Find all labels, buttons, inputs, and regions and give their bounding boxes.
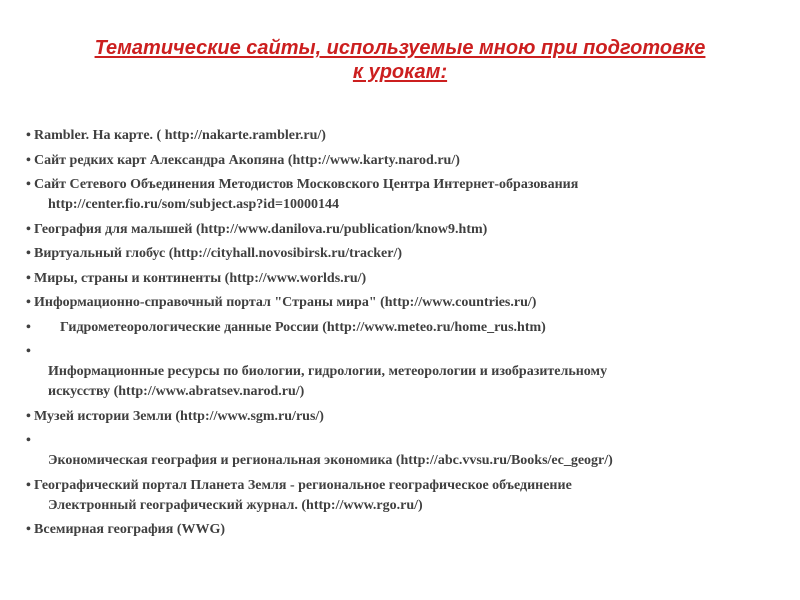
bullet-icon: •	[26, 408, 31, 424]
list-item-text: География для малышей (http://www.danilova.ru/publication/know9.htm)	[34, 221, 488, 237]
bullet-icon: •	[26, 177, 31, 192]
list-item-text: Информационно-справочный портал "Страны мира" (http://www.countries.ru/)	[34, 295, 537, 310]
page-title	[30, 36, 770, 84]
list-item	[26, 318, 776, 338]
list-item-text: Гидрометеорологические данные России (http://www.meteo.ru/home_rus.htm)	[60, 319, 546, 335]
list-item	[26, 407, 776, 427]
list-item	[26, 244, 776, 264]
list-item-text: Сайт Сетевого Объединения Методистов Московского Центра Интернет-образования	[34, 177, 579, 192]
list-item-text: Виртуальный глобус (http://cityhall.novosibirsk.ru/tracker/)	[34, 246, 403, 261]
bullet-icon: •	[26, 246, 31, 261]
list-item-text: Сайт редких карт Александра Акопяна (http://www.karty.narod.ru/)	[34, 152, 460, 168]
list-item	[26, 431, 776, 471]
bullet-icon: •	[26, 433, 31, 448]
list-item-text: Миры, страны и континенты (http://www.worlds.ru/)	[34, 270, 367, 286]
list-item-text: Географический портал Планета Земля - региональное географическое объединение	[34, 477, 572, 493]
list-item-continuation: http://center.fio.ru/som/subject.asp?id=10000144	[48, 197, 339, 212]
list-item-continuation: Электронный географический журнал. (http://www.rgo.ru/)	[48, 497, 423, 513]
list-item-continuation: искусству (http://www.abratsev.narod.ru/)	[48, 384, 305, 399]
list-item	[26, 293, 776, 313]
list-item	[26, 126, 776, 146]
list-item-text: Всемирная география (WWG)	[34, 522, 226, 537]
list-item-text: Музей истории Земли (http://www.sgm.ru/rus/)	[34, 408, 324, 424]
title-line-2: к урокам:	[352, 61, 448, 83]
bullet-icon: •	[26, 270, 31, 286]
list-item	[26, 520, 776, 540]
list-item	[26, 151, 776, 171]
list-item-text: Экономическая география и региональная экономика (http://abc.vvsu.ru/Books/ec_geogr/)	[48, 453, 613, 468]
bullet-icon: •	[26, 319, 31, 335]
list-item-text: Rambler. На карте. ( http://nakarte.rambler.ru/)	[34, 128, 326, 143]
title-line-1: Тематические сайты, используемые мною при подготовке	[94, 37, 706, 59]
list-item	[26, 220, 776, 240]
list-item	[26, 342, 776, 402]
bullet-icon: •	[26, 295, 31, 310]
bullet-icon: •	[26, 128, 31, 143]
bullet-icon: •	[26, 344, 31, 359]
list-item	[26, 476, 776, 516]
list-item-text: Информационные ресурсы по биологии, гидрологии, метеорологии и изобразительному	[48, 364, 608, 379]
bullet-icon: •	[26, 221, 31, 237]
site-list	[26, 126, 776, 545]
bullet-icon: •	[26, 522, 31, 537]
bullet-icon: •	[26, 477, 31, 493]
bullet-icon: •	[26, 152, 31, 168]
list-item	[26, 175, 776, 215]
list-item	[26, 269, 776, 289]
